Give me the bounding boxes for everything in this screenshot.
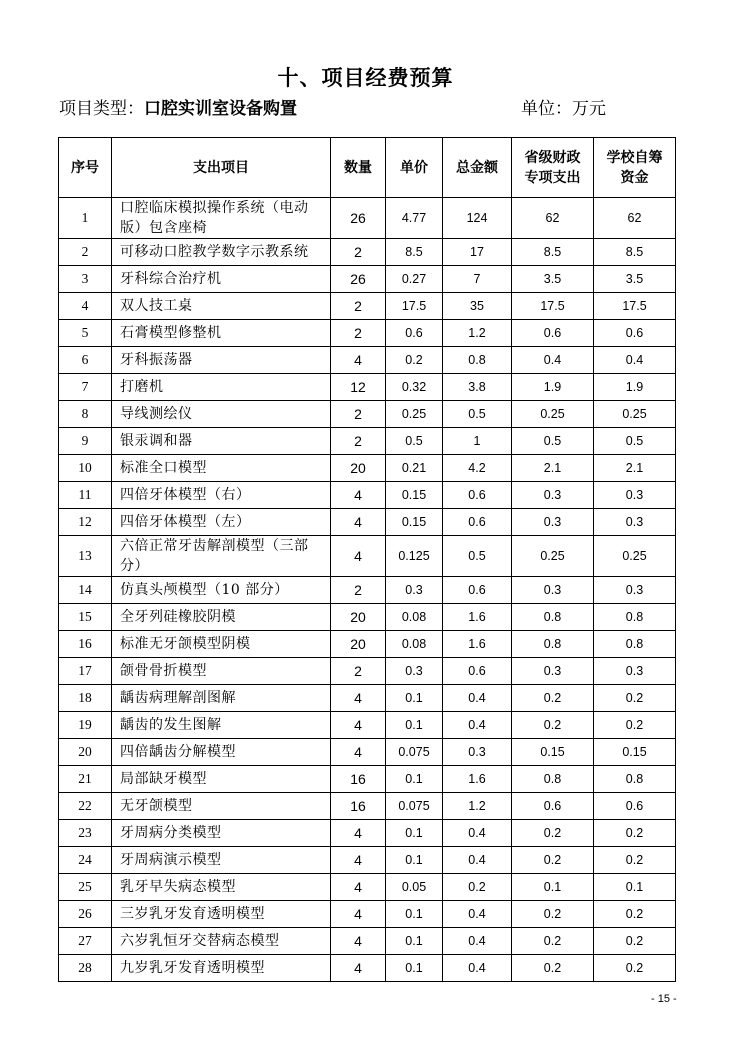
seq-cell: 5 — [59, 320, 112, 347]
table-row — [59, 293, 676, 320]
qty-cell: 4 — [331, 482, 386, 509]
price-cell: 0.5 — [386, 428, 443, 455]
qty-cell: 2 — [331, 320, 386, 347]
total-cell: 0.4 — [443, 955, 512, 982]
seq-cell: 1 — [59, 198, 112, 239]
table-row — [59, 198, 676, 239]
total-cell: 1 — [443, 428, 512, 455]
total-cell: 0.4 — [443, 820, 512, 847]
seq-cell: 9 — [59, 428, 112, 455]
item-cell: 三岁乳牙发育透明模型 — [112, 901, 331, 928]
seq-cell: 14 — [59, 577, 112, 604]
seq-cell: 7 — [59, 374, 112, 401]
provincial-cell: 0.3 — [512, 509, 594, 536]
seq-cell: 27 — [59, 928, 112, 955]
seq-cell: 16 — [59, 631, 112, 658]
price-cell: 0.1 — [386, 766, 443, 793]
item-cell: 龋齿的发生图解 — [112, 712, 331, 739]
price-cell: 0.15 — [386, 509, 443, 536]
table-row — [59, 455, 676, 482]
item-cell: 龋齿病理解剖图解 — [112, 685, 331, 712]
header-total: 总金额 — [443, 138, 512, 198]
header-qty: 数量 — [331, 138, 386, 198]
total-cell: 1.6 — [443, 604, 512, 631]
qty-cell: 2 — [331, 239, 386, 266]
price-cell: 0.32 — [386, 374, 443, 401]
price-cell: 17.5 — [386, 293, 443, 320]
provincial-cell: 0.3 — [512, 577, 594, 604]
table-row — [59, 685, 676, 712]
seq-cell: 25 — [59, 874, 112, 901]
qty-cell: 4 — [331, 901, 386, 928]
price-cell: 0.1 — [386, 847, 443, 874]
price-cell: 0.075 — [386, 793, 443, 820]
school-cell: 0.2 — [594, 928, 676, 955]
table-row — [59, 604, 676, 631]
price-cell: 0.1 — [386, 955, 443, 982]
table-row — [59, 847, 676, 874]
table-row — [59, 631, 676, 658]
seq-cell: 28 — [59, 955, 112, 982]
price-cell: 0.1 — [386, 685, 443, 712]
header-school: 学校自筹资金 — [594, 138, 676, 198]
item-cell: 双人技工桌 — [112, 293, 331, 320]
total-cell: 4.2 — [443, 455, 512, 482]
seq-cell: 4 — [59, 293, 112, 320]
qty-cell: 4 — [331, 685, 386, 712]
qty-cell: 4 — [331, 712, 386, 739]
provincial-cell: 0.6 — [512, 793, 594, 820]
seq-cell: 20 — [59, 739, 112, 766]
qty-cell: 16 — [331, 766, 386, 793]
total-cell: 1.2 — [443, 320, 512, 347]
qty-cell: 2 — [331, 428, 386, 455]
total-cell: 0.4 — [443, 685, 512, 712]
seq-cell: 17 — [59, 658, 112, 685]
item-cell: 颌骨骨折模型 — [112, 658, 331, 685]
provincial-cell: 0.3 — [512, 482, 594, 509]
total-cell: 0.4 — [443, 712, 512, 739]
seq-cell: 24 — [59, 847, 112, 874]
total-cell: 1.6 — [443, 631, 512, 658]
table-row — [59, 739, 676, 766]
qty-cell: 2 — [331, 293, 386, 320]
item-cell: 局部缺牙模型 — [112, 766, 331, 793]
table-row — [59, 347, 676, 374]
qty-cell: 20 — [331, 604, 386, 631]
price-cell: 0.2 — [386, 347, 443, 374]
item-cell: 导线测绘仪 — [112, 401, 331, 428]
price-cell: 0.25 — [386, 401, 443, 428]
item-cell: 四倍龋齿分解模型 — [112, 739, 331, 766]
qty-cell: 20 — [331, 455, 386, 482]
table-row — [59, 928, 676, 955]
provincial-cell: 8.5 — [512, 239, 594, 266]
total-cell: 0.5 — [443, 401, 512, 428]
school-cell: 0.2 — [594, 901, 676, 928]
project-type-value: 口腔实训室设备购置 — [144, 99, 297, 119]
item-cell: 打磨机 — [112, 374, 331, 401]
qty-cell: 26 — [331, 198, 386, 239]
total-cell: 0.4 — [443, 928, 512, 955]
seq-cell: 12 — [59, 509, 112, 536]
provincial-cell: 17.5 — [512, 293, 594, 320]
provincial-cell: 0.6 — [512, 320, 594, 347]
total-cell: 7 — [443, 266, 512, 293]
school-cell: 0.8 — [594, 604, 676, 631]
item-cell: 六岁乳恒牙交替病态模型 — [112, 928, 331, 955]
school-cell: 0.3 — [594, 577, 676, 604]
project-type-line — [59, 94, 674, 118]
seq-cell: 10 — [59, 455, 112, 482]
total-cell: 1.2 — [443, 793, 512, 820]
total-cell: 0.6 — [443, 577, 512, 604]
table-row — [59, 874, 676, 901]
item-cell: 口腔临床模拟操作系统（电动版）包含座椅 — [112, 198, 331, 239]
seq-cell: 26 — [59, 901, 112, 928]
total-cell: 124 — [443, 198, 512, 239]
table-row — [59, 766, 676, 793]
price-cell: 0.1 — [386, 928, 443, 955]
qty-cell: 2 — [331, 577, 386, 604]
school-cell: 0.1 — [594, 874, 676, 901]
total-cell: 0.6 — [443, 482, 512, 509]
price-cell: 0.6 — [386, 320, 443, 347]
seq-cell: 3 — [59, 266, 112, 293]
item-cell: 可移动口腔教学数字示教系统 — [112, 239, 331, 266]
table-row — [59, 401, 676, 428]
school-cell: 8.5 — [594, 239, 676, 266]
provincial-cell: 0.2 — [512, 685, 594, 712]
item-cell: 全牙列硅橡胶阴模 — [112, 604, 331, 631]
price-cell: 0.1 — [386, 820, 443, 847]
table-row — [59, 955, 676, 982]
provincial-cell: 0.3 — [512, 658, 594, 685]
provincial-cell: 0.8 — [512, 631, 594, 658]
seq-cell: 22 — [59, 793, 112, 820]
price-cell: 0.075 — [386, 739, 443, 766]
school-cell: 0.8 — [594, 766, 676, 793]
table-row — [59, 793, 676, 820]
budget-table — [58, 137, 676, 982]
qty-cell: 4 — [331, 874, 386, 901]
unit-label: 单位：万元 — [521, 99, 606, 119]
table-row — [59, 509, 676, 536]
provincial-cell: 0.2 — [512, 820, 594, 847]
price-cell: 0.15 — [386, 482, 443, 509]
item-cell: 牙周病分类模型 — [112, 820, 331, 847]
table-row — [59, 820, 676, 847]
item-cell: 九岁乳牙发育透明模型 — [112, 955, 331, 982]
qty-cell: 16 — [331, 793, 386, 820]
total-cell: 1.6 — [443, 766, 512, 793]
item-cell: 银汞调和器 — [112, 428, 331, 455]
provincial-cell: 0.5 — [512, 428, 594, 455]
item-cell: 标准全口模型 — [112, 455, 331, 482]
item-cell: 四倍牙体模型（左） — [112, 509, 331, 536]
provincial-cell: 0.25 — [512, 536, 594, 577]
price-cell: 8.5 — [386, 239, 443, 266]
school-cell: 0.2 — [594, 847, 676, 874]
item-cell: 牙周病演示模型 — [112, 847, 331, 874]
price-cell: 0.125 — [386, 536, 443, 577]
item-cell: 六倍正常牙齿解剖模型（三部分） — [112, 536, 331, 577]
total-cell: 3.8 — [443, 374, 512, 401]
school-cell: 0.2 — [594, 820, 676, 847]
total-cell: 0.2 — [443, 874, 512, 901]
provincial-cell: 0.4 — [512, 347, 594, 374]
qty-cell: 4 — [331, 347, 386, 374]
school-cell: 1.9 — [594, 374, 676, 401]
qty-cell: 4 — [331, 739, 386, 766]
item-cell: 标准无牙颌模型阴模 — [112, 631, 331, 658]
item-cell: 石膏模型修整机 — [112, 320, 331, 347]
provincial-cell: 3.5 — [512, 266, 594, 293]
provincial-cell: 0.2 — [512, 928, 594, 955]
table-row — [59, 536, 676, 577]
school-cell: 0.4 — [594, 347, 676, 374]
price-cell: 0.1 — [386, 712, 443, 739]
table-row — [59, 320, 676, 347]
qty-cell: 20 — [331, 631, 386, 658]
school-cell: 3.5 — [594, 266, 676, 293]
header-provincial: 省级财政专项支出 — [512, 138, 594, 198]
provincial-cell: 0.15 — [512, 739, 594, 766]
page-title: 十、项目经费预算 — [277, 65, 454, 90]
price-cell: 0.1 — [386, 901, 443, 928]
seq-cell: 23 — [59, 820, 112, 847]
header-seq: 序号 — [59, 138, 112, 198]
price-cell: 0.08 — [386, 604, 443, 631]
total-cell: 0.6 — [443, 658, 512, 685]
item-cell: 无牙颌模型 — [112, 793, 331, 820]
total-cell: 35 — [443, 293, 512, 320]
school-cell: 0.2 — [594, 955, 676, 982]
seq-cell: 18 — [59, 685, 112, 712]
qty-cell: 4 — [331, 820, 386, 847]
project-type-label: 项目类型： — [59, 99, 144, 119]
total-cell: 0.8 — [443, 347, 512, 374]
provincial-cell: 0.1 — [512, 874, 594, 901]
provincial-cell: 0.2 — [512, 712, 594, 739]
total-cell: 0.4 — [443, 847, 512, 874]
total-cell: 0.4 — [443, 901, 512, 928]
qty-cell: 4 — [331, 509, 386, 536]
school-cell: 0.3 — [594, 658, 676, 685]
school-cell: 0.25 — [594, 401, 676, 428]
price-cell: 0.05 — [386, 874, 443, 901]
seq-cell: 8 — [59, 401, 112, 428]
price-cell: 0.3 — [386, 577, 443, 604]
price-cell: 0.21 — [386, 455, 443, 482]
school-cell: 0.6 — [594, 320, 676, 347]
school-cell: 0.6 — [594, 793, 676, 820]
qty-cell: 12 — [331, 374, 386, 401]
qty-cell: 2 — [331, 658, 386, 685]
provincial-cell: 0.8 — [512, 766, 594, 793]
school-cell: 0.25 — [594, 536, 676, 577]
header-item: 支出项目 — [112, 138, 331, 198]
provincial-cell: 1.9 — [512, 374, 594, 401]
provincial-cell: 0.2 — [512, 901, 594, 928]
school-cell: 0.5 — [594, 428, 676, 455]
provincial-cell: 0.25 — [512, 401, 594, 428]
price-cell: 4.77 — [386, 198, 443, 239]
table-row — [59, 266, 676, 293]
table-row — [59, 712, 676, 739]
qty-cell: 4 — [331, 847, 386, 874]
table-row — [59, 374, 676, 401]
qty-cell: 26 — [331, 266, 386, 293]
provincial-cell: 0.8 — [512, 604, 594, 631]
qty-cell: 2 — [331, 401, 386, 428]
item-cell: 乳牙早失病态模型 — [112, 874, 331, 901]
item-cell: 牙科综合治疗机 — [112, 266, 331, 293]
school-cell: 0.3 — [594, 509, 676, 536]
provincial-cell: 2.1 — [512, 455, 594, 482]
seq-cell: 21 — [59, 766, 112, 793]
table-row — [59, 482, 676, 509]
qty-cell: 4 — [331, 536, 386, 577]
page-number: - 15 - — [651, 993, 677, 1005]
table-row — [59, 239, 676, 266]
table-row — [59, 901, 676, 928]
price-cell: 0.27 — [386, 266, 443, 293]
table-row — [59, 577, 676, 604]
item-cell: 四倍牙体模型（右） — [112, 482, 331, 509]
provincial-cell: 0.2 — [512, 847, 594, 874]
total-cell: 17 — [443, 239, 512, 266]
seq-cell: 13 — [59, 536, 112, 577]
item-cell: 牙科振荡器 — [112, 347, 331, 374]
seq-cell: 11 — [59, 482, 112, 509]
qty-cell: 4 — [331, 928, 386, 955]
provincial-cell: 62 — [512, 198, 594, 239]
total-cell: 0.6 — [443, 509, 512, 536]
seq-cell: 2 — [59, 239, 112, 266]
table-body — [59, 198, 676, 982]
school-cell: 17.5 — [594, 293, 676, 320]
seq-cell: 6 — [59, 347, 112, 374]
header-price: 单价 — [386, 138, 443, 198]
table-row — [59, 658, 676, 685]
school-cell: 0.8 — [594, 631, 676, 658]
item-cell: 仿真头颅模型（10 部分） — [112, 577, 331, 604]
school-cell: 2.1 — [594, 455, 676, 482]
school-cell: 0.3 — [594, 482, 676, 509]
total-cell: 0.3 — [443, 739, 512, 766]
table-header-row — [59, 138, 676, 198]
qty-cell: 4 — [331, 955, 386, 982]
school-cell: 0.2 — [594, 712, 676, 739]
total-cell: 0.5 — [443, 536, 512, 577]
price-cell: 0.08 — [386, 631, 443, 658]
provincial-cell: 0.2 — [512, 955, 594, 982]
school-cell: 0.15 — [594, 739, 676, 766]
seq-cell: 15 — [59, 604, 112, 631]
seq-cell: 19 — [59, 712, 112, 739]
school-cell: 0.2 — [594, 685, 676, 712]
school-cell: 62 — [594, 198, 676, 239]
table-row — [59, 428, 676, 455]
price-cell: 0.3 — [386, 658, 443, 685]
